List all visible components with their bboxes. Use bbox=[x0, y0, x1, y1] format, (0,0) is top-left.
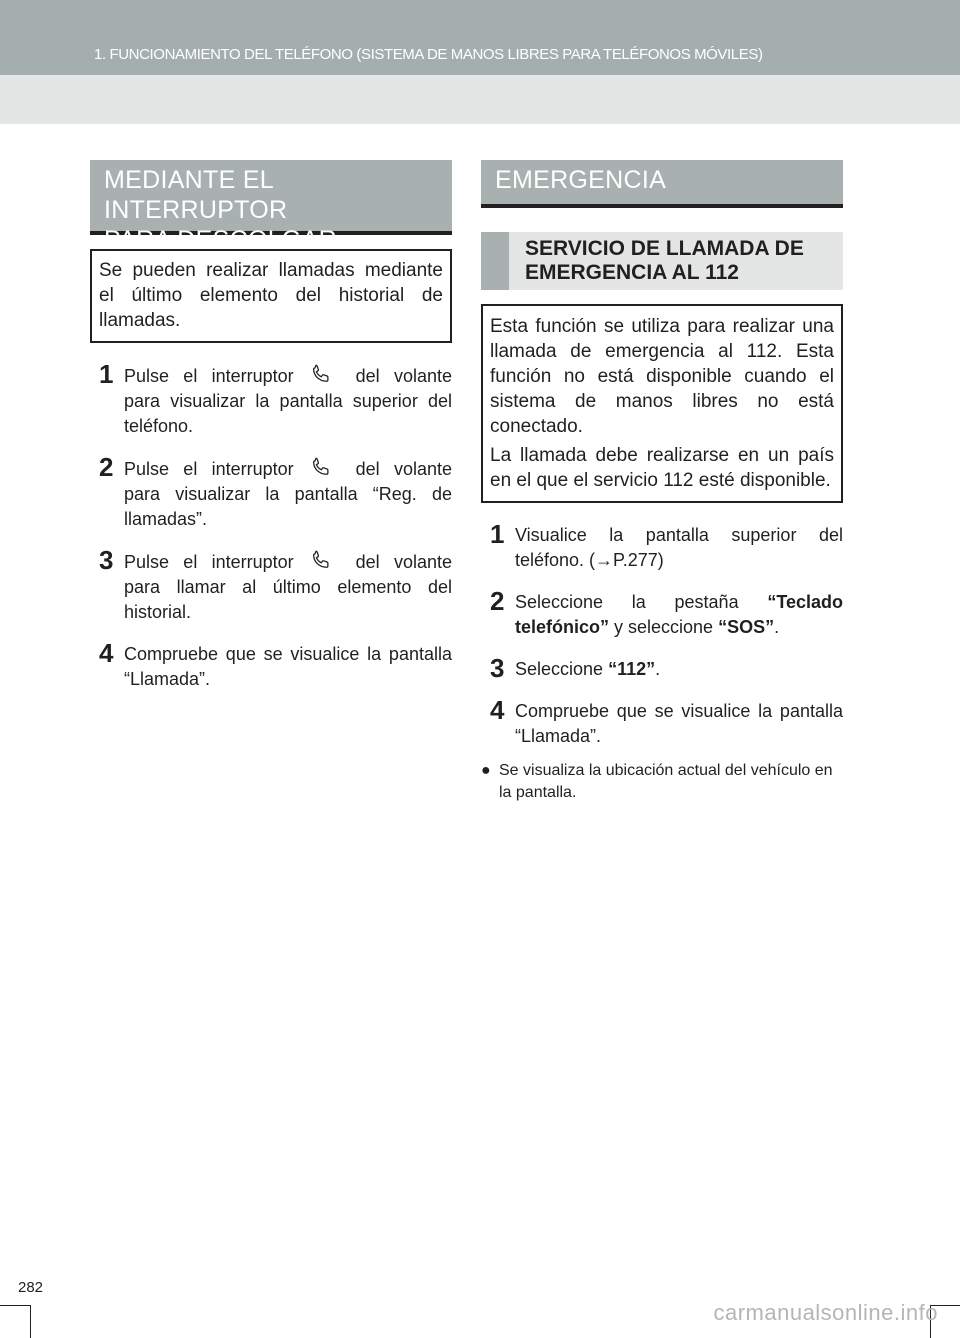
step-number: 3 bbox=[490, 653, 505, 683]
info-box bbox=[481, 306, 843, 503]
heading-line: PARA DESCOLGAR bbox=[104, 226, 337, 254]
crop-mark bbox=[30, 1305, 31, 1338]
step-item bbox=[481, 519, 843, 573]
step-text: . bbox=[774, 617, 780, 637]
header-bar bbox=[0, 0, 960, 75]
note-text: Se visualiza la ubicación actual del vehículo en la pantalla. bbox=[499, 762, 833, 801]
step-text: Seleccione bbox=[515, 659, 609, 679]
step-item bbox=[481, 653, 843, 683]
step-text: del volante para visualizar la pantalla superior del teléfono. bbox=[124, 366, 452, 436]
watermark: carmanualsonline.info bbox=[713, 1300, 938, 1325]
heading-line: MEDIANTE EL INTERRUPTOR bbox=[104, 166, 288, 224]
info-text: Esta función se utiliza para realizar una llamada de emergencia al 112. Esta función no está disponible cuando el sistema de manos libres no está conectado. bbox=[490, 316, 834, 437]
section-heading-emergencia bbox=[481, 160, 843, 204]
subsection-label bbox=[509, 232, 843, 290]
step-text: Pulse el interruptor bbox=[124, 366, 294, 386]
step-text: Visualice la pantalla superior del teléfono. (→P.277) bbox=[515, 525, 843, 570]
phone-handset-icon bbox=[308, 549, 334, 571]
step-item bbox=[90, 359, 452, 439]
step-text: Pulse el interruptor bbox=[124, 459, 294, 479]
step-item bbox=[90, 452, 452, 532]
step-number: 4 bbox=[490, 695, 505, 725]
bullet-icon: ● bbox=[481, 762, 491, 779]
step-number: 3 bbox=[99, 545, 114, 575]
phone-handset-icon bbox=[308, 363, 334, 385]
step-text: y seleccione bbox=[609, 617, 719, 637]
steps-list bbox=[481, 519, 843, 804]
step-item bbox=[90, 545, 452, 625]
steps-list bbox=[90, 359, 452, 692]
right-column bbox=[481, 160, 843, 804]
subsection-heading bbox=[481, 232, 843, 290]
step-number: 2 bbox=[99, 452, 114, 482]
step-text: del volante para llamar al último elemento del historial. bbox=[124, 552, 452, 622]
chapter-title: 1. FUNCIONAMIENTO DEL TELÉFONO (SISTEMA DE MANOS LIBRES PARA TELÉFONOS MÓVILES) bbox=[94, 46, 763, 63]
step-text: del volante para visualizar la pantalla “Reg. de llamadas”. bbox=[124, 459, 452, 529]
note-item bbox=[481, 760, 843, 804]
info-text: La llamada debe realizarse en un país en el que el servicio 112 esté disponible. bbox=[490, 445, 834, 491]
step-text-bold: “Teclado telefónico” bbox=[515, 592, 843, 637]
step-text-bold: “SOS” bbox=[718, 617, 775, 637]
intro-box bbox=[90, 249, 452, 343]
step-item bbox=[481, 586, 843, 640]
step-text: Compruebe que se visualice la pantalla “Llamada”. bbox=[124, 644, 452, 689]
heading-line: EMERGENCIA bbox=[495, 166, 667, 194]
step-text-bold: “112” bbox=[608, 659, 656, 679]
intro-text: Se pueden realizar llamadas mediante el último elemento del historial de llamadas. bbox=[99, 260, 443, 331]
phone-handset-icon bbox=[308, 456, 334, 478]
step-text: Seleccione la pestaña bbox=[515, 592, 768, 612]
section-rule bbox=[481, 204, 843, 208]
subsection-tab bbox=[481, 232, 509, 290]
step-text: . bbox=[655, 659, 661, 679]
step-number: 4 bbox=[99, 638, 114, 668]
step-number: 1 bbox=[99, 359, 114, 389]
step-item bbox=[90, 638, 452, 692]
page-number: 282 bbox=[18, 1279, 44, 1296]
left-column bbox=[90, 160, 452, 709]
step-text: Compruebe que se visualice la pantalla “Llamada”. bbox=[515, 701, 843, 746]
section-heading-descolgar bbox=[90, 160, 452, 254]
step-number: 2 bbox=[490, 586, 505, 616]
crop-mark bbox=[0, 1305, 30, 1306]
subsection-line: EMERGENCIA AL 112 bbox=[525, 261, 739, 284]
step-text: Pulse el interruptor bbox=[124, 552, 294, 572]
step-item bbox=[481, 695, 843, 749]
step-number: 1 bbox=[490, 519, 505, 549]
subsection-line: SERVICIO DE LLAMADA DE bbox=[525, 237, 804, 260]
